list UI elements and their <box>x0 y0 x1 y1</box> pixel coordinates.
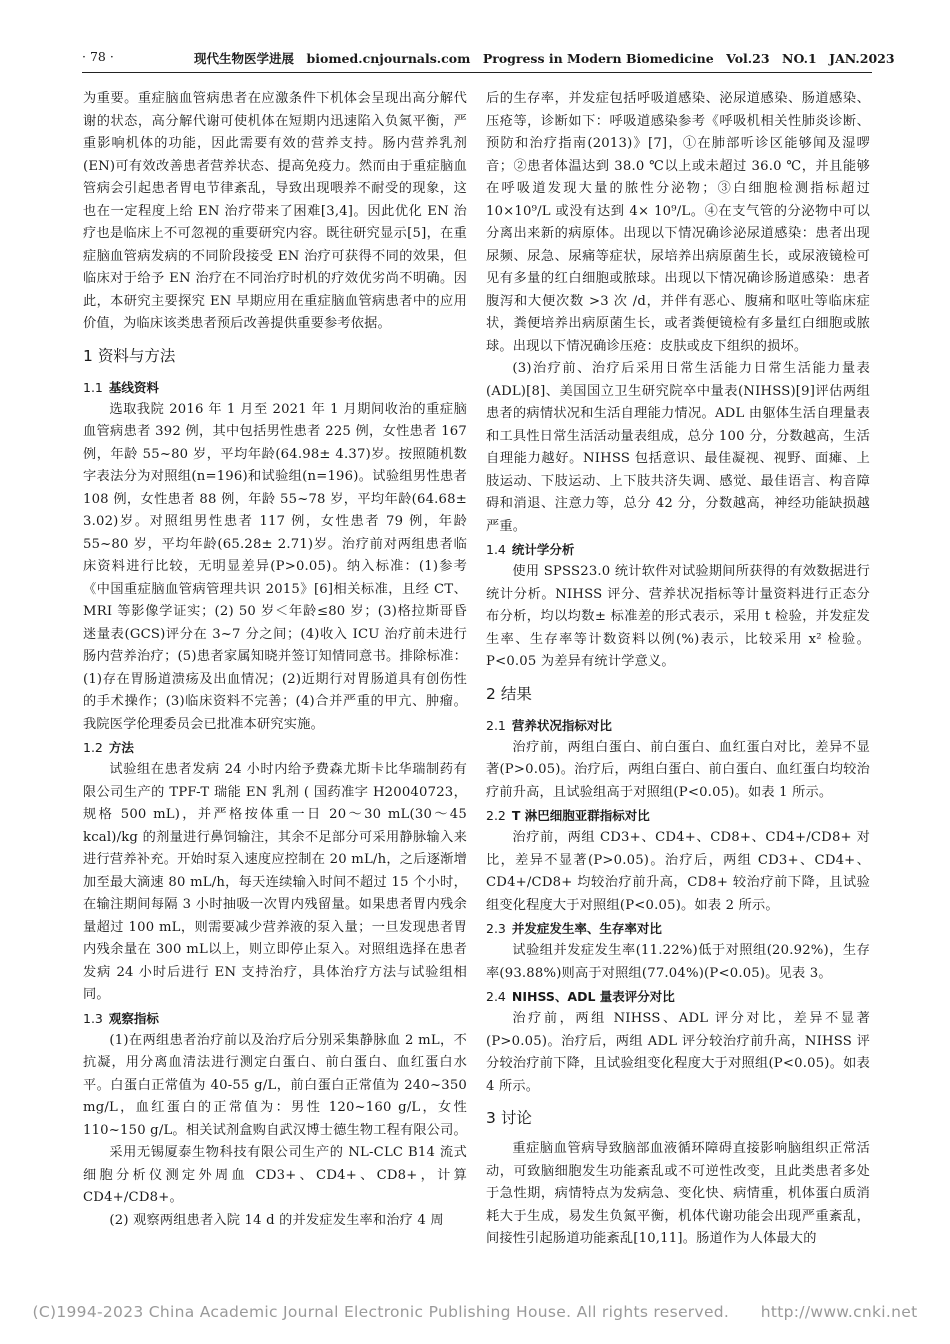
subsection-1-4-heading <box>486 538 870 561</box>
observation-paragraph-3: (2) 观察两组患者入院 14 d 的并发症发生率和治疗 4 周 <box>109 1212 444 1228</box>
subsection-2-3-heading <box>486 917 870 940</box>
subsection-title: NIHSS、ADL 量表评分对比 <box>511 989 675 1004</box>
section-1-heading <box>83 344 467 368</box>
method-paragraph: 试验组在患者发病 24 小时内给予费森尤斯卡比华瑞制药有限公司生产的 TPF-T 瑞能 EN 乳剂 ( 国药准字 H20040723，规格 500 mL)，并严格按体重一日 20～30 mL(30～45 kcal)/kg 的剂量进行鼻饲输注，其余不足部分可采用静脉输入来进行营养补充。开始时泵入速度应控制在 20 mL/h，之后逐渐增加至最大滴速 80 mL/h，每天连续输入时间不超过 15 个小时，在输注期间每隔 3 小时抽吸一次胃内残留量。如果患者胃内残余量超过 100 mL，则需要减少营养液的泵入量；一旦发现患者胃内残余量在 300 mL以上，则立即停止泵入。对照组选择在患者发病 24 小时后进行 EN 支持治疗，具体治疗方法与试验组相同。 <box>83 762 467 1002</box>
section-2-heading <box>486 682 870 706</box>
subsection-number: 2.1 <box>486 717 506 733</box>
baseline-paragraph: 选取我院 2016 年 1 月至 2021 年 1 月期间收治的重症脑血管病患者 392 例，其中包括男性患者 225 例，女性患者 167 例，年龄 55~80 岁，平均年龄(64.98± 4.37)岁。按照随机数字表法分为对照组(n=196)和试验组(n=196)。试验组男性患者 108 例，女性患者 88 例，年龄 55~78 岁，平均年龄(64.68± 3.02)岁。对照组男性患者 117 例，女性患者 79 例，年龄 55~80 岁，平均年龄(65.28± 2.71)岁。治疗前对两组患者临床资料进行比较，无明显差异(P>0.05)。纳入标准：(1)参考《中国重症脑血管病管理共识 2015》[6]相关标准，且经 CT、MRI 等影像学证实；(2) 50 岁＜年龄≤80 岁；(3)格拉斯哥昏迷量表(GCS)评分在 3~7 分之间；(4)收入 ICU 治疗前未进行肠内营养治疗；(5)患者家属知晓并签订知情同意书。排除标准：(1)存在胃肠道溃疡及出血情况；(2)近期行对胃肠道具有创伤性的手术操作；(3)临床资料不完善；(4)合并严重的甲亢、肿瘤。我院医学伦理委员会已批准本研究实施。 <box>83 401 467 732</box>
section-title: 讨论 <box>500 1109 532 1127</box>
header-rule <box>82 72 872 73</box>
left-column <box>83 88 467 1232</box>
subsection-title: 并发症发生率、生存率对比 <box>511 921 662 936</box>
subsection-title: 营养状况指标对比 <box>511 717 612 733</box>
lymphocyte-result-paragraph: 治疗前，两组 CD3+、CD4+、CD8+、CD4+/CD8+ 对比，差异不显著(P>0.05)。治疗后，两组 CD3+、CD4+、CD4+/CD8+ 均较治疗前升高，CD8+ 较治疗前下降，且试验组变化程度大于对照组(P<0.05)。如表 2 所示。 <box>486 830 870 913</box>
subsection-number: 2.3 <box>486 921 506 936</box>
copyright-watermark: (C)1994-2023 China Academic Journal Electronic Publishing House. All rights reserved. http://www.cnki.net <box>32 1303 918 1321</box>
subsection-title: 方法 <box>108 740 134 755</box>
subsection-2-4-heading <box>486 985 870 1008</box>
nutrition-result-paragraph: 治疗前，两组白蛋白、前白蛋白、血红蛋白对比，差异不显著(P>0.05)。治疗后，两组白蛋白、前白蛋白、血红蛋白均较治疗前升高，且试验组高于对照组(P<0.05)。如表 1 所示。 <box>486 739 870 800</box>
subsection-1-2-heading <box>83 736 467 759</box>
subsection-title: T 淋巴细胞亚群指标对比 <box>511 808 650 823</box>
right-column <box>486 88 870 1251</box>
subsection-1-1-heading <box>83 376 467 399</box>
subsection-2-2-heading <box>486 804 870 827</box>
subsection-1-3-heading <box>83 1007 467 1030</box>
page-number: · 78 · <box>82 49 114 64</box>
subsection-number: 1.2 <box>83 740 103 755</box>
subsection-number: 2.2 <box>486 808 506 823</box>
journal-title-line: 现代生物医学进展 biomed.cnjournals.com Progress in Modern Biomedicine Vol.23 NO.1 JAN.2023 <box>194 51 895 66</box>
section-number: 2 <box>486 684 496 703</box>
complication-result-paragraph: 试验组并发症发生率(11.22%)低于对照组(20.92%)，生存率(93.88%)则高于对照组(77.04%)(P<0.05)。见表 3。 <box>486 943 870 981</box>
subsection-title: 观察指标 <box>108 1010 159 1026</box>
observation-paragraph-4: (3)治疗前、治疗后采用日常生活能力日常生活能力量表(ADL)[8]、美国国立卫生研究院卒中量表(NIHSS)[9]评估两组患者的病情状况和生活自理能力情况。ADL 由躯体生活自理量表和工具性日常生活活动量表组成，总分 100 分，分数越高，生活自理能力越好。NIHSS 包括意识、最佳凝视、视野、面瘫、上肢运动、下肢运动、上下肢共济失调、感觉、最佳语言、构音障碍和消退、注意力等，总分 42 分，分数越高，神经功能缺损越严重。 <box>486 361 870 534</box>
observation-paragraph-3-continued: 后的生存率，并发症包括呼吸道感染、泌尿道感染、肠道感染、压疮等，诊断如下：呼吸道感染参考《呼吸机相关性肺炎诊断、预防和治疗指南(2013)》[7]，①在肺部听诊区能够闻及湿啰音；②患者体温达到 38.0 ℃以上或未超过 36.0 ℃，并且能够在呼吸道发现大量的脓性分泌物；③白细胞检测指标超过 10×10⁹/L 或没有达到 4× 10⁹/L。④在支气管的分泌物中可以分离出来新的病原体。出现以下情况确诊泌尿道感染：患者出现尿频、尿急、尿痛等症状，尿培养出病原菌生长，或尿液镜检可见有多量的红白细胞或脓球。出现以下情况确诊肠道感染：患者腹泻和大便次数 >3 次 /d，并伴有恶心、腹痛和呕吐等临床症状，粪便培养出病原菌生长，或者粪便镜检有多量红白细胞或脓球。出现以下情况确诊压疮：皮肤或皮下组织的损坏。 <box>486 91 870 354</box>
intro-paragraph: 为重要。重症脑血管病患者在应激条件下机体会呈现出高分解代谢的状态，高分解代谢可使机体在短期内迅速陷入负氮平衡，严重影响机体的功能，因此需要有效的营养支持。肠内营养乳剂(EN)可有效改善患者营养状态、提高免疫力。然而由于重症脑血管病会引起患者胃电节律紊乱，导致出现喂养不耐受的现象，这也在一定程度上给 EN 治疗带来了困难[3,4]。因此优化 EN 治疗也是临床上不可忽视的重要研究内容。既往研究显示[5]，在重症脑血管病发病的不同阶段接受 EN 治疗可获得不同的效果，但临床对于给予 EN 治疗在不同治疗时机的疗效优劣尚不明确。因此，本研究主要探究 EN 早期应用在重症脑血管病患者中的应用价值，为临床该类患者预后改善提供重要参考依据。 <box>83 91 467 331</box>
section-title: 资料与方法 <box>97 346 176 365</box>
section-number: 3 <box>486 1109 496 1127</box>
score-result-paragraph: 治疗前，两组 NIHSS、ADL 评分对比，差异不显著(P>0.05)。治疗后，两组 ADL 评分较治疗前升高，NIHSS 评分较治疗前下降，且试验组变化程度大于对照组(P<0.05)。如表 4 所示。 <box>486 1011 870 1094</box>
subsection-2-1-heading <box>486 714 870 737</box>
discussion-paragraph: 重症脑血管病导致脑部血液循环障碍直接影响脑组织正常活动，可致脑细胞发生功能紊乱或不可逆性改变，且此类患者多处于急性期，病情特点为发病急、变化快、病情重，机体蛋白质消耗大于生成，易发生负氮平衡，机体代谢功能会出现严重紊乱，间接性引起肠道功能紊乱[10,11]。肠道作为人体最大的 <box>486 1141 870 1246</box>
subsection-title: 基线资料 <box>108 379 159 395</box>
section-3-heading <box>486 1106 870 1130</box>
observation-paragraph-1: (1)在两组患者治疗前以及治疗后分别采集静脉血 2 mL，不抗凝，用分离血清法进行测定白蛋白、前白蛋白、血红蛋白水平。白蛋白正常值为 40-55 g/L，前白蛋白正常值为 240~350 mg/L，血红蛋白的正常值为：男性 120~160 g/L，女性 110~150 g/L。相关试剂盒购自武汉博士德生物工程有限公司。 <box>83 1032 467 1138</box>
subsection-number: 2.4 <box>486 989 506 1004</box>
statistics-paragraph: 使用 SPSS23.0 统计软件对试验期间所获得的有效数据进行统计分析。NIHSS 评分、营养状况指标等计量资料进行正态分布分析，均以均数± 标准差的形式表示，采用 t 检验，并发症发生率、生存率等计数资料以例(%)表示，比较采用 x² 检验。P<0.05 为差异有统计学意义。 <box>486 564 870 669</box>
section-number: 1 <box>83 346 93 365</box>
subsection-number: 1.1 <box>83 379 103 395</box>
subsection-title: 统计学分析 <box>511 542 575 557</box>
subsection-number: 1.4 <box>486 542 506 557</box>
subsection-number: 1.3 <box>83 1010 103 1026</box>
running-header <box>82 47 895 69</box>
observation-paragraph-2: 采用无锡厦泰生物科技有限公司生产的 NL-CLC B14 流式细胞分析仪测定外周血 CD3+、CD4+、CD8+，计算 CD4+/CD8+。 <box>83 1145 467 1205</box>
section-title: 结果 <box>500 684 532 703</box>
